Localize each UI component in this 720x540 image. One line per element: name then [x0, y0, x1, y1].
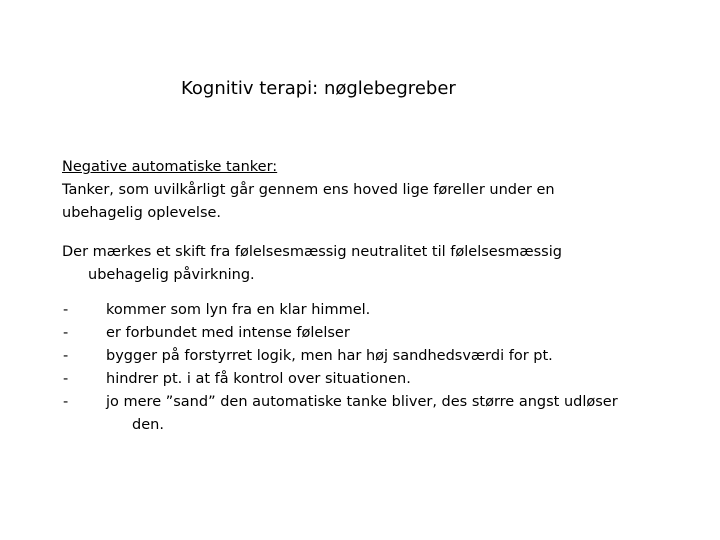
- list-item: [62, 322, 702, 345]
- paragraph: [62, 241, 702, 287]
- list-item: [62, 299, 702, 322]
- slide-body: [62, 156, 702, 437]
- bullet-dash: -: [63, 371, 69, 387]
- bullet-text: er forbundet med intense følelser: [106, 325, 350, 341]
- slide-title: Kognitiv terapi: nøglebegreber: [181, 78, 456, 99]
- bullet-text: bygger på forstyrret logik, men har høj sandhedsværdi for pt.: [106, 348, 553, 364]
- list-item: [62, 391, 702, 414]
- paragraph-line-2: ubehagelig påvirkning.: [88, 267, 255, 283]
- bullet-text: kommer som lyn fra en klar himmel.: [106, 302, 371, 318]
- definition-line-2: ubehagelig oplevelse.: [62, 205, 222, 221]
- definition-line-1: Tanker, som uvilkårligt går gennem ens hoved lige føreller under en: [62, 182, 555, 198]
- bullet-text: jo mere ”sand” den automatiske tanke bliver, des større angst udløser: [106, 394, 618, 410]
- paragraph-line-1: Der mærkes et skift fra følelsesmæssig neutralitet til følelsesmæssig: [62, 244, 562, 260]
- bullet-dash: -: [63, 302, 69, 318]
- section-heading: Negative automatiske tanker:: [62, 159, 278, 175]
- bullet-text: hindrer pt. i at få kontrol over situationen.: [106, 371, 411, 387]
- list-item: [62, 368, 702, 391]
- bullet-dash: -: [63, 348, 69, 364]
- bullet-dash: -: [63, 394, 69, 410]
- bullet-dash: -: [63, 325, 69, 341]
- bullet-list: [62, 299, 702, 437]
- bullet-continuation: den.: [132, 417, 164, 433]
- list-item: [62, 345, 702, 368]
